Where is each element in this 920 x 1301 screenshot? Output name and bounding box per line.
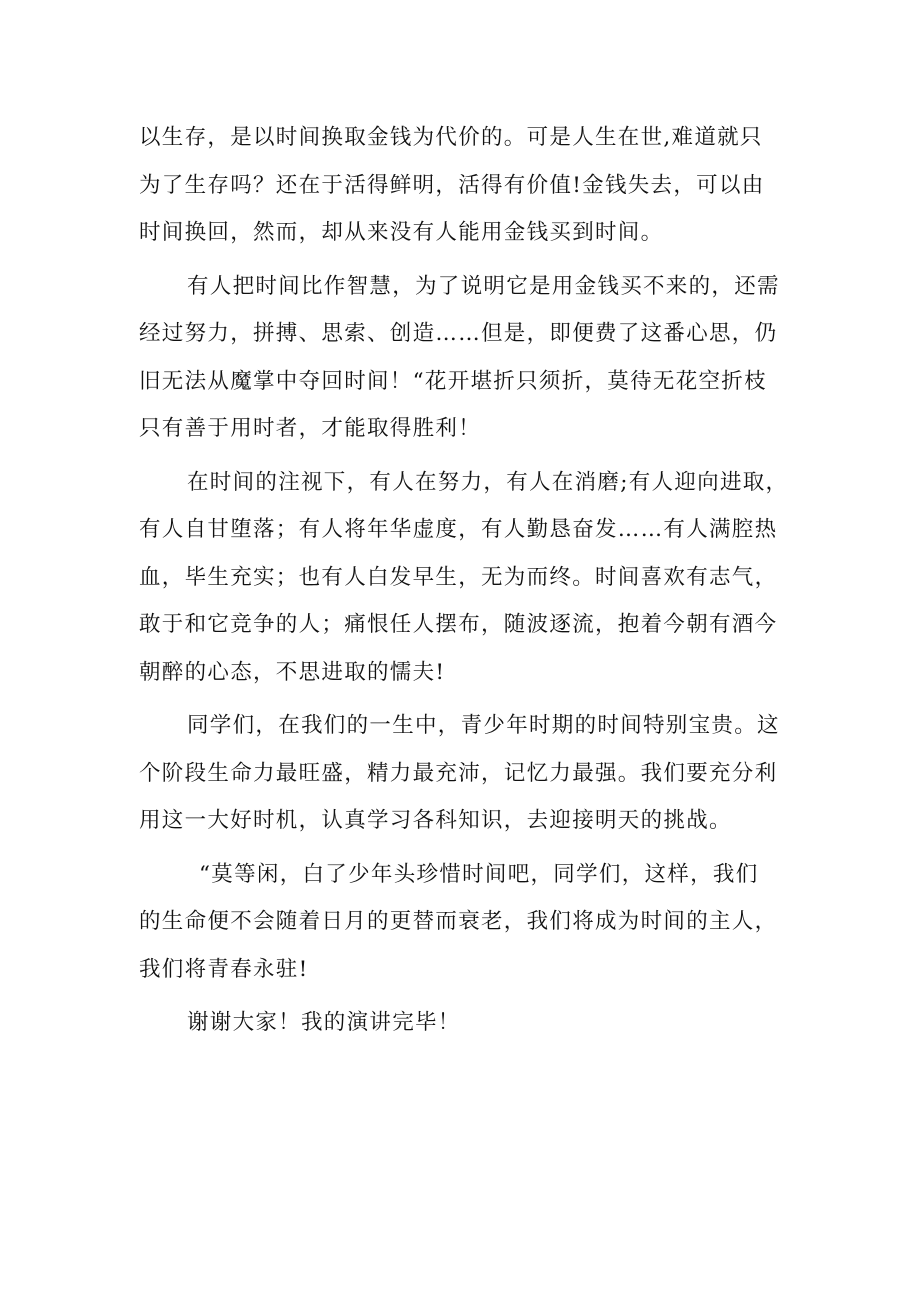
paragraph-line: 有人把时间比作智慧，为了说明它是用金钱买不来的，还需: [187, 273, 780, 299]
paragraph-line: 个阶段生命力最旺盛，精力最充沛，记忆力最强。我们要充分利: [139, 760, 778, 786]
paragraph-line: 在时间的注视下，有人在努力，有人在消磨;有人迎向进取，: [187, 469, 789, 495]
paragraph-line: 我们将青春永驻!: [139, 956, 309, 982]
paragraph-6: [139, 999, 789, 1047]
paragraph-line: 有人自甘堕落；有人将年华虚度，有人勤恳奋发……有人满腔热: [139, 517, 778, 542]
paragraph-line: 为了生存吗？还在于活得鲜明，活得有价值!金钱失去，可以由: [139, 172, 765, 198]
paragraph-line: 朝醉的心态，不思进取的懦夫!: [139, 659, 446, 685]
paragraph-line: 谢谢大家！我的演讲完毕！: [187, 1010, 461, 1035]
paragraph-line: 只有善于用时者，才能取得胜利！: [139, 416, 482, 441]
paragraph-line: 血，毕生充实；也有人白发早生，无为而终。时间喜欢有志气，: [139, 564, 778, 590]
paragraph-line: 同学们，在我们的一生中，青少年时期的时间特别宝贵。这: [187, 713, 780, 738]
speech-text: [139, 114, 789, 1053]
paragraph-4: [139, 702, 789, 845]
paragraph-5: [139, 851, 789, 994]
paragraph-line: 用这一大好时机，认真学习各科知识，去迎接明天的挑战。: [139, 808, 732, 833]
paragraph-line: 以生存，是以时间换取金钱为代价的。可是人生在世,难道就只: [139, 125, 763, 150]
paragraph-3: [139, 459, 789, 697]
paragraph-line: 的生命便不会随着日月的更替而衰老，我们将成为时间的主人，: [139, 909, 778, 934]
paragraph-line: “莫等闲，白了少年头珍惜时间吧，同学们，这样，我们: [199, 861, 759, 887]
paragraph-2: [139, 263, 789, 453]
paragraph-1: [139, 114, 789, 257]
paragraph-line: 时间换回，然而，却从来没有人能用金钱买到时间。: [139, 220, 664, 245]
paragraph-line: 敢于和它竞争的人；痛恨任人摆布，随波逐流，抱着今朝有酒今: [139, 612, 778, 637]
paragraph-line: 经过努力，拼搏、思索、创造……但是，即便费了这番心思，仍: [139, 321, 778, 346]
paragraph-line: 旧无法从魔掌中夺回时间！“花开堪折只须折，莫待无花空折枝: [139, 368, 767, 394]
